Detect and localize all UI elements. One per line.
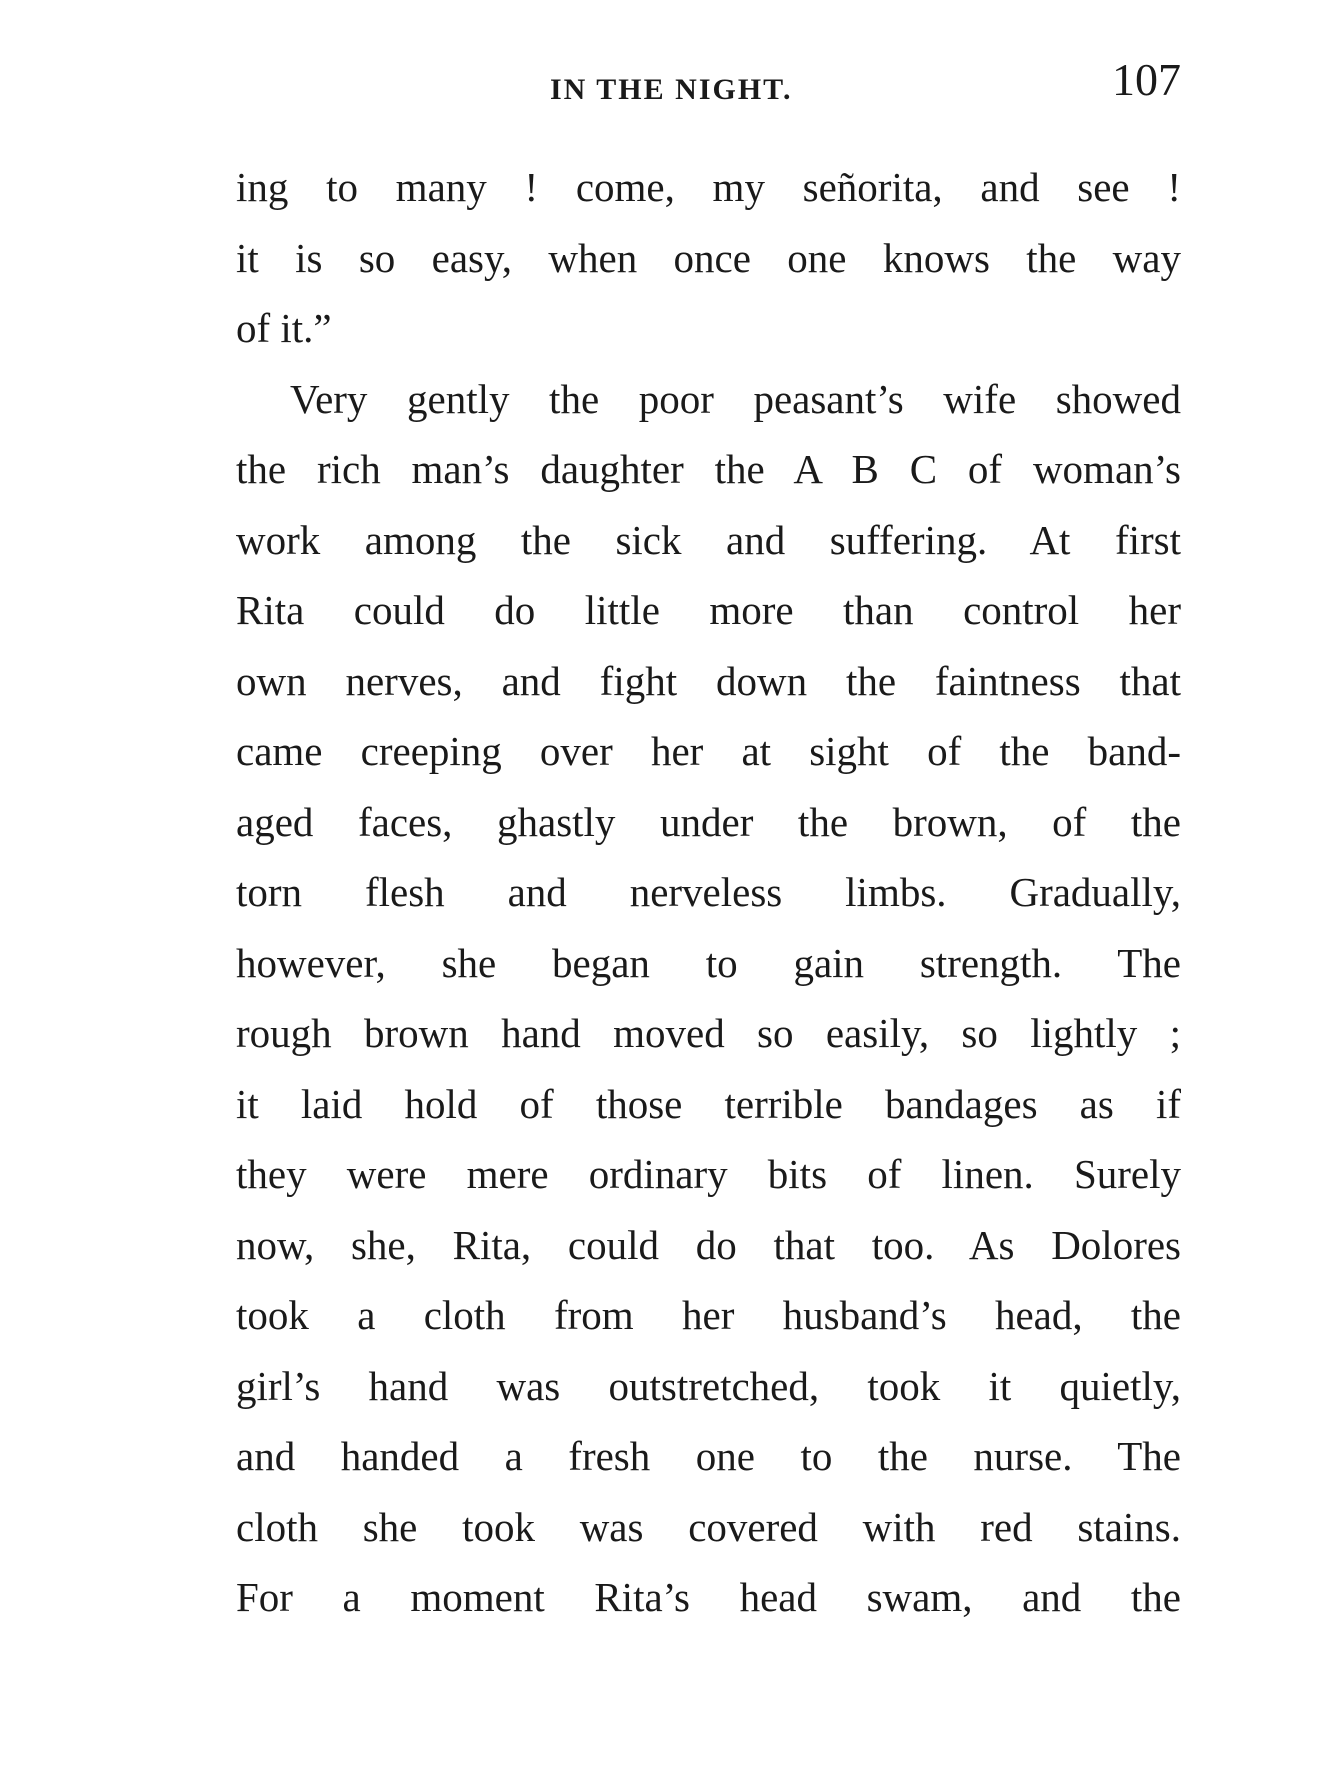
- text-line: took a cloth from her husband’s head, the: [236, 1292, 1181, 1338]
- text-line: ing to many ! come, my señorita, and see !: [236, 164, 1181, 210]
- text-line: aged faces, ghastly under the brown, of the: [236, 798, 1181, 845]
- text-line: of it.”: [236, 305, 332, 351]
- text-line: own nerves, and fight down the faintness that: [236, 657, 1181, 704]
- text-line: came creeping over her at sight of the band-: [236, 728, 1181, 774]
- running-head: [236, 55, 1181, 115]
- text-line: however, she began to gain strength. The: [236, 939, 1181, 986]
- text-line: cloth she took was covered with red stains.: [236, 1503, 1181, 1550]
- text-line: Rita could do little more than control her: [236, 587, 1181, 633]
- text-line: and handed a fresh one to the nurse. The: [236, 1433, 1181, 1479]
- running-head-title: IN THE NIGHT.: [550, 73, 793, 106]
- body-text: [236, 152, 1181, 1692]
- text-line: For a moment Rita’s head swam, and the: [236, 1574, 1181, 1620]
- text-line: torn flesh and nerveless limbs. Gradually,: [236, 869, 1181, 915]
- text-line: girl’s hand was outstretched, took it quietly,: [236, 1362, 1181, 1409]
- text-line: now, she, Rita, could do that too. As Dolores: [236, 1221, 1181, 1268]
- text-line: the rich man’s daughter the A B C of woman’s: [236, 446, 1181, 492]
- text-line: work among the sick and suffering. At first: [236, 516, 1181, 563]
- text-line: Very gently the poor peasant’s wife showed: [290, 375, 1181, 422]
- text-line: rough brown hand moved so easily, so lightly ;: [236, 1010, 1181, 1056]
- text-line: it laid hold of those terrible bandages as if: [236, 1080, 1181, 1127]
- text-line: it is so easy, when once one knows the way: [236, 234, 1181, 281]
- text-line: they were mere ordinary bits of linen. Surely: [236, 1151, 1181, 1197]
- page-number: 107: [1112, 54, 1181, 105]
